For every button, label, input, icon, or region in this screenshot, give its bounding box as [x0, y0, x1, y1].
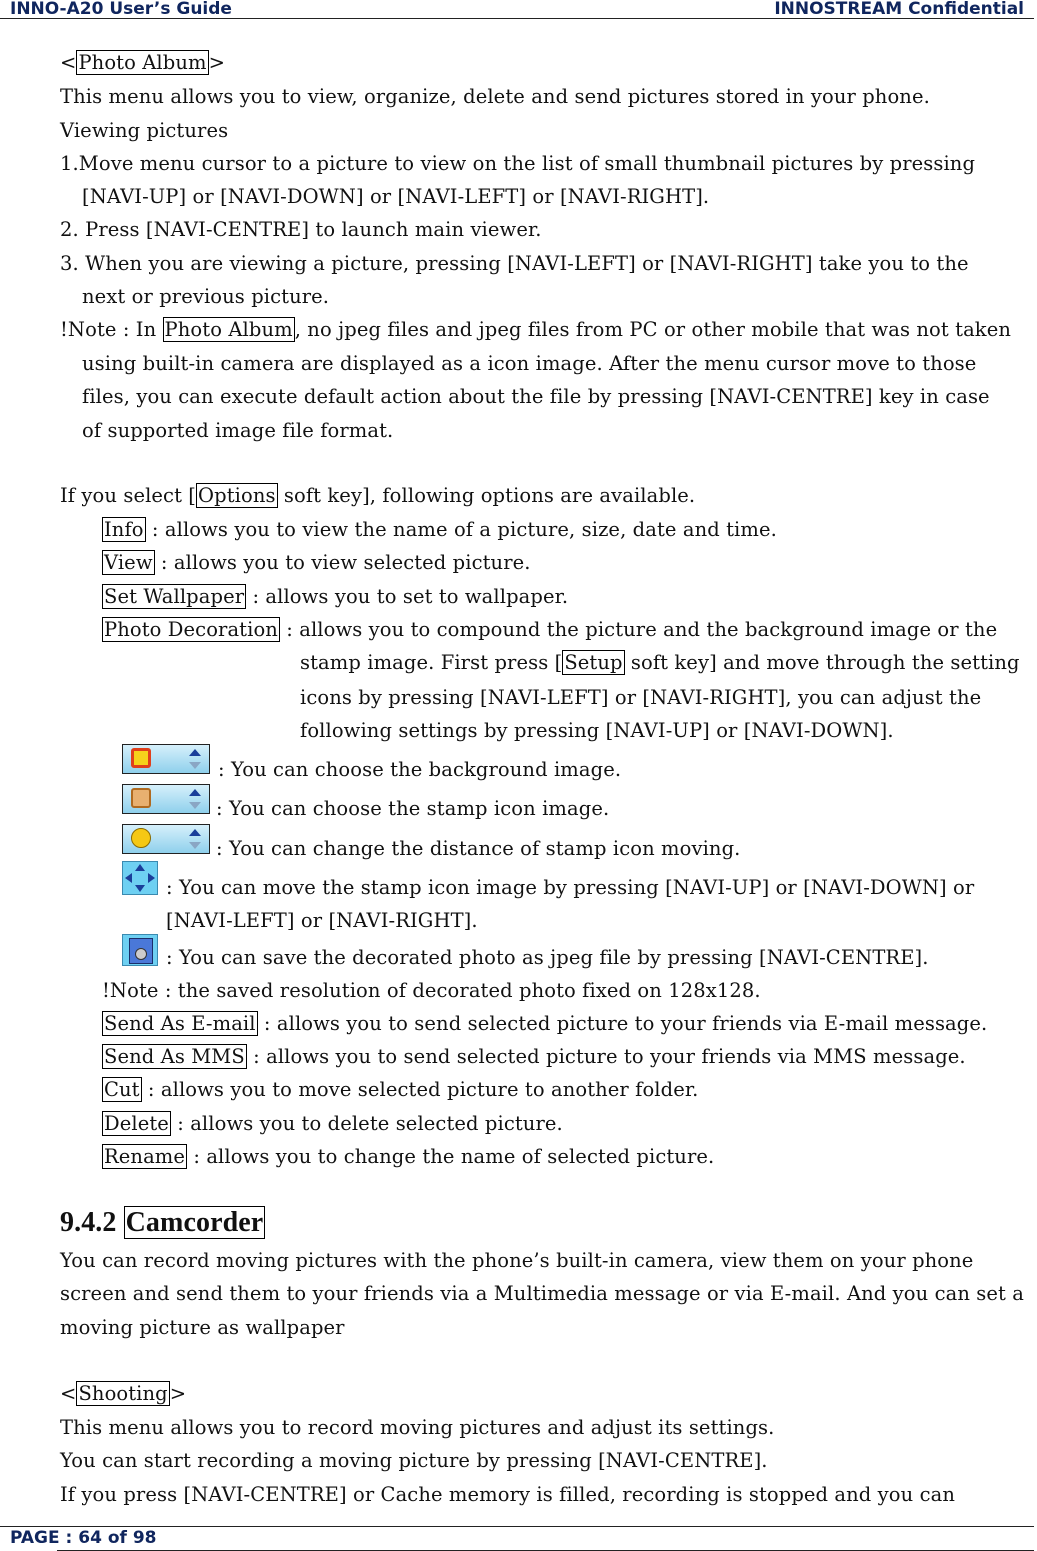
section-heading [60, 1206, 265, 1240]
text-segment: : allows you to delete selected picture. [170, 1112, 563, 1135]
text-segment: soft key], following options are available. [277, 484, 696, 507]
save-disk-icon [122, 934, 158, 966]
text-segment: : You can move the stamp icon image by pressing [NAVI-UP] or [NAVI-DOWN] or [166, 876, 975, 899]
text-line [60, 1483, 955, 1507]
page-number: PAGE : 64 of 98 [10, 1528, 157, 1548]
boxed-term: Setup [564, 651, 623, 674]
boxed-term: Rename [104, 1145, 186, 1168]
text-segment: next or previous picture. [82, 285, 330, 308]
footer-rule-top [0, 1526, 1034, 1527]
boxed-term: Delete [104, 1112, 169, 1135]
text-segment: : allows you to send selected picture to your friends via MMS message. [246, 1045, 966, 1068]
stamp-distance-selector-icon [122, 824, 210, 854]
text-line [82, 285, 329, 309]
text-segment: icons by pressing [NAVI-LEFT] or [NAVI-RIGHT], you can adjust the [300, 686, 982, 709]
text-segment: [NAVI-LEFT] or [NAVI-RIGHT]. [166, 909, 478, 932]
text-segment: : allows you to compound the picture and the background image or the [279, 618, 998, 641]
text-line [60, 1449, 768, 1473]
text-line [82, 185, 709, 209]
text-segment: !Note : In [60, 318, 163, 341]
text-segment: moving picture as wallpaper [60, 1316, 345, 1339]
text-line [166, 909, 478, 933]
boxed-term: Shooting [78, 1382, 168, 1405]
move-arrows-icon [122, 861, 158, 895]
text-segment: : You can choose the background image. [218, 758, 622, 781]
text-line [300, 719, 894, 743]
text-segment: screen and send them to your friends via a Multimedia message or via E-mail. And you can set a [60, 1282, 1024, 1305]
text-segment: If you select [ [60, 484, 197, 507]
text-line [102, 551, 531, 575]
header-title: INNO-A20 User’s Guide [10, 0, 232, 19]
text-segment: of supported image file format. [82, 419, 394, 442]
text-line [60, 152, 975, 176]
text-segment: This menu allows you to view, organize, delete and send pictures stored in your phone. [60, 85, 930, 108]
header-confidential: INNOSTREAM Confidential [774, 0, 1024, 19]
text-line [60, 318, 1011, 342]
text-segment: This menu allows you to record moving pictures and adjust its settings. [60, 1416, 775, 1439]
boxed-term: Photo Album [164, 318, 293, 341]
text-line [60, 1382, 186, 1406]
text-line [82, 352, 976, 376]
boxed-term: View [104, 551, 153, 574]
boxed-term: Set Wallpaper [104, 585, 245, 608]
text-segment: 1.Move menu cursor to a picture to view on the list of small thumbnail pictures by pressing [60, 152, 976, 175]
boxed-term: Info [104, 518, 144, 541]
text-segment: soft key] and move through the setting [624, 651, 1020, 674]
text-line [102, 585, 568, 609]
text-segment: < [60, 1382, 77, 1405]
text-segment: 3. When you are viewing a picture, pressing [NAVI-LEFT] or [NAVI-RIGHT] take you to the [60, 252, 969, 275]
boxed-term: Send As MMS [104, 1045, 245, 1068]
background-image-selector-icon [122, 744, 210, 774]
text-line [166, 876, 974, 900]
text-line [216, 797, 609, 821]
text-line [60, 484, 695, 508]
text-line [166, 946, 929, 970]
text-line [102, 1145, 714, 1169]
text-line [300, 686, 981, 710]
text-segment: using built-in camera are displayed as a icon image. After the menu cursor move to those [82, 352, 977, 375]
text-line [60, 85, 930, 109]
text-segment: : allows you to change the name of selected picture. [187, 1145, 715, 1168]
text-segment: : allows you to move selected picture to another folder. [141, 1078, 699, 1101]
header-rule [0, 18, 1034, 19]
text-segment: Viewing pictures [60, 119, 229, 142]
text-line [60, 1316, 345, 1340]
text-segment: : You can save the decorated photo as jpeg file by pressing [NAVI-CENTRE]. [166, 946, 929, 969]
text-line [102, 618, 997, 642]
text-segment: following settings by pressing [NAVI-UP] or [NAVI-DOWN]. [300, 719, 894, 742]
text-segment: : allows you to view selected picture. [154, 551, 531, 574]
text-line [102, 1078, 698, 1102]
text-segment: : allows you to view the name of a picture, size, date and time. [145, 518, 777, 541]
boxed-term: Options [198, 484, 276, 507]
text-line [60, 1282, 1024, 1306]
boxed-term: Send As E-mail [104, 1012, 256, 1035]
text-line [82, 385, 990, 409]
text-line [102, 518, 777, 542]
text-line [300, 651, 1020, 675]
text-line [102, 979, 761, 1003]
text-segment: > [169, 1382, 187, 1405]
stamp-image-selector-icon [122, 784, 210, 814]
boxed-term: Camcorder [125, 1207, 264, 1238]
text-segment: : You can choose the stamp icon image. [216, 797, 610, 820]
text-segment: [NAVI-UP] or [NAVI-DOWN] or [NAVI-LEFT] or [NAVI-RIGHT]. [82, 185, 710, 208]
text-segment: > [208, 51, 226, 74]
text-segment: 9.4.2 [60, 1207, 124, 1238]
text-line [60, 218, 542, 242]
text-line [60, 1416, 774, 1440]
text-line [60, 119, 228, 143]
text-segment: You can record moving pictures with the phone’s built-in camera, view them on your phone [60, 1249, 974, 1272]
text-line [60, 51, 225, 75]
text-segment: : allows you to set to wallpaper. [246, 585, 569, 608]
text-segment: !Note : the saved resolution of decorated photo fixed on 128x128. [102, 979, 761, 1002]
text-segment: If you press [NAVI-CENTRE] or Cache memory is filled, recording is stopped and you can [60, 1483, 956, 1506]
text-line [102, 1112, 563, 1136]
text-segment: stamp image. First press [ [300, 651, 563, 674]
text-line [60, 252, 969, 276]
text-line [102, 1012, 987, 1036]
text-line [216, 837, 740, 861]
text-segment: < [60, 51, 77, 74]
text-segment: , no jpeg files and jpeg files from PC or other mobile that was not taken [294, 318, 1012, 341]
text-line [102, 1045, 966, 1069]
text-segment: You can start recording a moving picture by pressing [NAVI-CENTRE]. [60, 1449, 768, 1472]
boxed-term: Cut [104, 1078, 140, 1101]
text-segment: : You can change the distance of stamp icon moving. [216, 837, 741, 860]
text-segment: files, you can execute default action about the file by pressing [NAVI-CENTRE] key in case [82, 385, 990, 408]
text-segment: 2. Press [NAVI-CENTRE] to launch main viewer. [60, 218, 542, 241]
text-segment: : allows you to send selected picture to your friends via E-mail message. [257, 1012, 988, 1035]
text-line [218, 758, 621, 782]
boxed-term: Photo Album [78, 51, 207, 74]
text-line [82, 419, 393, 443]
boxed-term: Photo Decoration [104, 618, 278, 641]
text-line [60, 1249, 973, 1273]
